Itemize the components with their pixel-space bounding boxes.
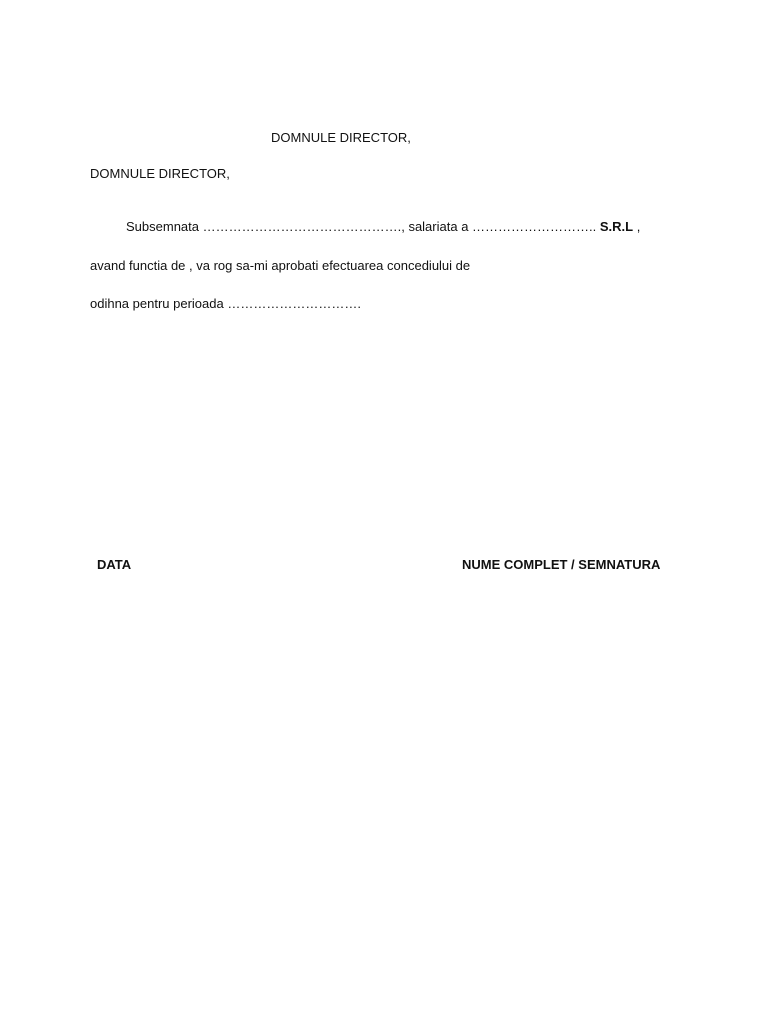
date-label: DATA xyxy=(97,557,132,572)
request-line-3: odihna pentru perioada …………………………. xyxy=(90,296,361,311)
addressee-line: DOMNULE DIRECTOR, xyxy=(90,166,230,181)
signature-label: NUME COMPLET / SEMNATURA xyxy=(462,557,661,572)
request-line-1-suffix: , xyxy=(636,219,641,234)
request-line-1 xyxy=(126,219,640,235)
company-type-label: S.R.L xyxy=(599,219,634,234)
document-heading-centered: DOMNULE DIRECTOR, xyxy=(271,130,411,145)
request-line-2: avand functia de , va rog sa-mi aprobati efectuarea concediului de xyxy=(90,258,471,273)
request-line-1-text: Subsemnata ………………………………………., salariata a ……………………….. xyxy=(126,219,597,234)
